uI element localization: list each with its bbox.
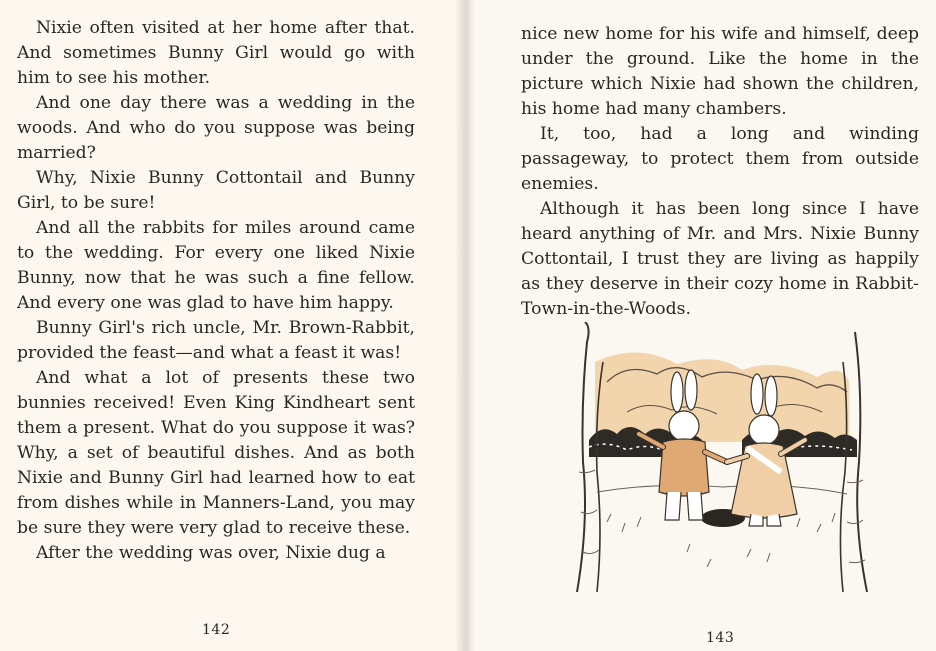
book-gutter <box>455 0 475 651</box>
paragraph: Bunny Girl's rich uncle, Mr. Brown-Rabbit, provided the feast—and what a feast it was! <box>17 318 415 363</box>
paragraph: And all the rabbits for miles around came to the wedding. For every one liked Nixie Bunny, now that he was such a fine fellow. And every one was glad to have him happy. <box>17 218 415 313</box>
right-page-text <box>521 22 919 322</box>
paragraph: Why, Nixie Bunny Cottontail and Bunny Girl, to be sure! <box>17 168 415 213</box>
paragraph: Although it has been long since I have heard anything of Mr. and Mrs. Nixie Bunny Cottontail, I trust they are living as happily as they deserve in their cozy home in Rabbit-Town-in-the-Woods. <box>521 199 919 319</box>
paragraph: nice new home for his wife and himself, deep under the ground. Like the home in the picture which Nixie had shown the children, his home had many chambers. <box>521 24 919 119</box>
paragraph: It, too, had a long and winding passageway, to protect them from outside enemies. <box>521 124 919 194</box>
left-page-text <box>17 16 415 566</box>
paragraph: And one day there was a wedding in the woods. And who do you suppose was being married? <box>17 93 415 163</box>
paragraph: Nixie often visited at her home after that. And sometimes Bunny Girl would go with him to see his mother. <box>17 18 415 88</box>
paragraph: After the wedding was over, Nixie dug a <box>36 543 386 563</box>
page-number: 142 <box>202 622 231 638</box>
rabbit-couple-illustration <box>567 322 879 592</box>
page-number: 143 <box>706 630 735 646</box>
paragraph: And what a lot of presents these two bunnies received! Even King Kindheart sent them a present. What do you suppose it was? Why, a set of beautiful dishes. And as both Nixie and Bunny Girl had learned how to eat from dishes while in Manners-Land, you may be sure they were very glad to receive these. <box>17 368 415 538</box>
right-page <box>463 0 936 651</box>
left-page <box>0 0 463 651</box>
